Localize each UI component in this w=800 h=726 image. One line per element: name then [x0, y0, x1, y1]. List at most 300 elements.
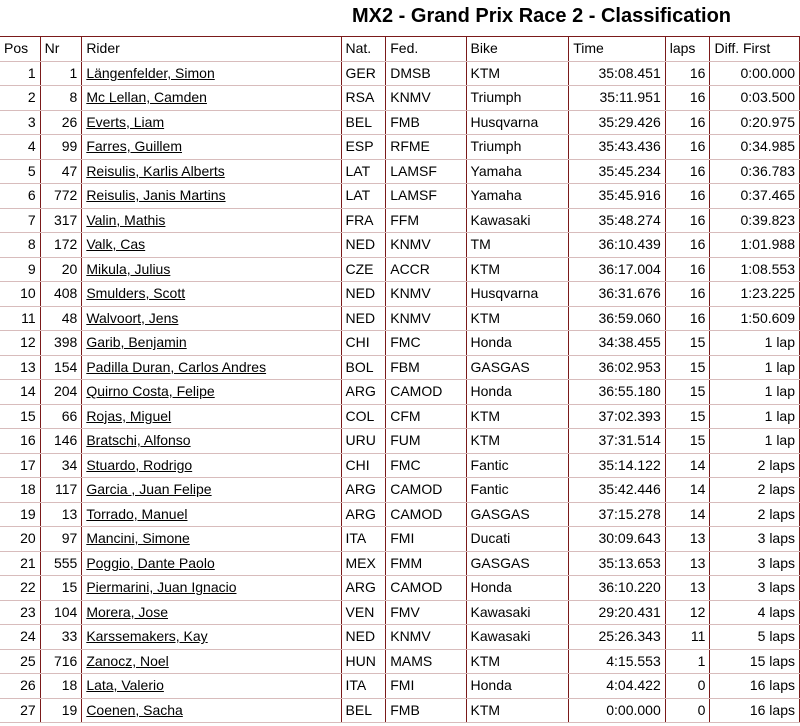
- row-time: 35:45.234: [569, 159, 666, 184]
- row-time: 35:48.274: [569, 208, 666, 233]
- row-nationality: NED: [341, 282, 386, 307]
- table-row: [0, 600, 800, 625]
- row-pos: 27: [0, 698, 40, 723]
- rider-link[interactable]: Valk, Cas: [86, 236, 146, 253]
- rider-link[interactable]: Rojas, Miguel: [86, 407, 172, 424]
- row-time: 30:09.643: [569, 527, 666, 552]
- row-laps: 16: [665, 208, 710, 233]
- row-nationality: VEN: [341, 600, 386, 625]
- row-diff-first: 3 laps: [710, 551, 800, 576]
- row-number: 26: [40, 110, 82, 135]
- row-rider-cell: [82, 380, 341, 405]
- column-header-rider: Rider: [82, 37, 341, 62]
- row-laps: 15: [665, 355, 710, 380]
- row-bike: Honda: [466, 576, 569, 601]
- row-bike: Triumph: [466, 135, 569, 160]
- row-nationality: GER: [341, 61, 386, 86]
- row-pos: 3: [0, 110, 40, 135]
- row-number: 1: [40, 61, 82, 86]
- row-diff-first: 1 lap: [710, 380, 800, 405]
- row-time: 35:14.122: [569, 453, 666, 478]
- rider-link[interactable]: Farres, Guillem: [86, 138, 182, 155]
- row-laps: 14: [665, 478, 710, 503]
- row-rider-cell: [82, 649, 341, 674]
- row-number: 48: [40, 306, 82, 331]
- row-laps: 16: [665, 282, 710, 307]
- row-nationality: BEL: [341, 698, 386, 723]
- row-federation: FMB: [386, 698, 466, 723]
- row-rider-cell: [82, 698, 341, 723]
- row-pos: 26: [0, 674, 40, 699]
- row-nationality: ARG: [341, 380, 386, 405]
- row-federation: CAMOD: [386, 502, 466, 527]
- row-rider-cell: [82, 184, 341, 209]
- row-number: 154: [40, 355, 82, 380]
- rider-link[interactable]: Zanocz, Noel: [86, 652, 169, 669]
- row-federation: CFM: [386, 404, 466, 429]
- row-federation: ACCR: [386, 257, 466, 282]
- row-time: 35:45.916: [569, 184, 666, 209]
- row-number: 772: [40, 184, 82, 209]
- rider-link[interactable]: Valin, Mathis: [86, 211, 166, 228]
- row-laps: 13: [665, 576, 710, 601]
- row-diff-first: 3 laps: [710, 576, 800, 601]
- row-nationality: NED: [341, 233, 386, 258]
- row-bike: Yamaha: [466, 159, 569, 184]
- row-laps: 15: [665, 331, 710, 356]
- row-nationality: NED: [341, 625, 386, 650]
- row-federation: FMI: [386, 527, 466, 552]
- row-pos: 10: [0, 282, 40, 307]
- rider-link[interactable]: Garcia , Juan Felipe: [86, 481, 212, 498]
- row-rider-cell: [82, 551, 341, 576]
- row-bike: KTM: [466, 649, 569, 674]
- row-pos: 2: [0, 86, 40, 111]
- row-number: 716: [40, 649, 82, 674]
- row-nationality: CZE: [341, 257, 386, 282]
- row-pos: 25: [0, 649, 40, 674]
- row-number: 317: [40, 208, 82, 233]
- table-row: [0, 208, 800, 233]
- row-number: 172: [40, 233, 82, 258]
- row-time: 36:02.953: [569, 355, 666, 380]
- row-diff-first: 1 lap: [710, 404, 800, 429]
- row-pos: 8: [0, 233, 40, 258]
- row-laps: 16: [665, 257, 710, 282]
- row-rider-cell: [82, 453, 341, 478]
- row-rider-cell: [82, 527, 341, 552]
- row-nationality: LAT: [341, 159, 386, 184]
- row-pos: 21: [0, 551, 40, 576]
- row-bike: GASGAS: [466, 502, 569, 527]
- row-number: 99: [40, 135, 82, 160]
- table-row: [0, 331, 800, 356]
- row-number: 66: [40, 404, 82, 429]
- row-federation: KNMV: [386, 306, 466, 331]
- row-pos: 14: [0, 380, 40, 405]
- table-row: [0, 625, 800, 650]
- row-pos: 4: [0, 135, 40, 160]
- row-laps: 16: [665, 135, 710, 160]
- row-pos: 16: [0, 429, 40, 454]
- row-federation: DMSB: [386, 61, 466, 86]
- rider-link[interactable]: Padilla Duran, Carlos Andres: [86, 358, 267, 375]
- row-rider-cell: [82, 257, 341, 282]
- row-laps: 16: [665, 233, 710, 258]
- table-row: [0, 233, 800, 258]
- row-diff-first: 1 lap: [710, 331, 800, 356]
- row-rider-cell: [82, 429, 341, 454]
- row-number: 555: [40, 551, 82, 576]
- row-nationality: LAT: [341, 184, 386, 209]
- table-row: [0, 86, 800, 111]
- rider-link[interactable]: Poggio, Dante Paolo: [86, 554, 215, 571]
- row-laps: 13: [665, 551, 710, 576]
- rider-link[interactable]: Stuardo, Rodrigo: [86, 456, 193, 473]
- row-pos: 18: [0, 478, 40, 503]
- row-diff-first: 0:39.823: [710, 208, 800, 233]
- table-row: [0, 429, 800, 454]
- row-laps: 13: [665, 527, 710, 552]
- row-pos: 9: [0, 257, 40, 282]
- row-nationality: ARG: [341, 478, 386, 503]
- row-time: 4:04.422: [569, 674, 666, 699]
- row-diff-first: 2 laps: [710, 478, 800, 503]
- row-pos: 12: [0, 331, 40, 356]
- row-nationality: CHI: [341, 453, 386, 478]
- row-nationality: ESP: [341, 135, 386, 160]
- row-federation: FMV: [386, 600, 466, 625]
- row-nationality: ARG: [341, 502, 386, 527]
- column-header-nr: Nr: [40, 37, 82, 62]
- row-rider-cell: [82, 86, 341, 111]
- row-number: 13: [40, 502, 82, 527]
- table-row: [0, 404, 800, 429]
- row-nationality: COL: [341, 404, 386, 429]
- row-bike: Husqvarna: [466, 282, 569, 307]
- row-time: 36:55.180: [569, 380, 666, 405]
- row-rider-cell: [82, 110, 341, 135]
- row-nationality: MEX: [341, 551, 386, 576]
- row-number: 97: [40, 527, 82, 552]
- row-time: 35:29.426: [569, 110, 666, 135]
- page-header: [0, 0, 800, 36]
- row-pos: 6: [0, 184, 40, 209]
- row-time: 29:20.431: [569, 600, 666, 625]
- row-time: 36:10.439: [569, 233, 666, 258]
- row-diff-first: 3 laps: [710, 527, 800, 552]
- row-diff-first: 16 laps: [710, 698, 800, 723]
- row-rider-cell: [82, 576, 341, 601]
- table-row: [0, 478, 800, 503]
- table-row: [0, 110, 800, 135]
- row-number: 398: [40, 331, 82, 356]
- row-rider-cell: [82, 159, 341, 184]
- row-federation: FFM: [386, 208, 466, 233]
- row-nationality: BOL: [341, 355, 386, 380]
- row-diff-first: 16 laps: [710, 674, 800, 699]
- rider-link[interactable]: Smulders, Scott: [86, 285, 186, 302]
- row-time: 35:11.951: [569, 86, 666, 111]
- table-row: [0, 698, 800, 723]
- row-number: 117: [40, 478, 82, 503]
- row-diff-first: 2 laps: [710, 502, 800, 527]
- column-header-nat: Nat.: [341, 37, 386, 62]
- row-diff-first: 0:36.783: [710, 159, 800, 184]
- rider-link[interactable]: Coenen, Sacha: [86, 701, 183, 718]
- row-time: 35:08.451: [569, 61, 666, 86]
- row-nationality: ARG: [341, 576, 386, 601]
- row-diff-first: 0:00.000: [710, 61, 800, 86]
- row-federation: FUM: [386, 429, 466, 454]
- row-bike: GASGAS: [466, 355, 569, 380]
- row-pos: 13: [0, 355, 40, 380]
- row-pos: 23: [0, 600, 40, 625]
- row-laps: 12: [665, 600, 710, 625]
- row-diff-first: 1 lap: [710, 429, 800, 454]
- row-time: 35:42.446: [569, 478, 666, 503]
- table-row: [0, 649, 800, 674]
- table-row: [0, 527, 800, 552]
- row-nationality: CHI: [341, 331, 386, 356]
- row-time: 4:15.553: [569, 649, 666, 674]
- table-row: [0, 61, 800, 86]
- rider-link[interactable]: Mancini, Simone: [86, 530, 190, 547]
- row-bike: Honda: [466, 380, 569, 405]
- rider-link[interactable]: Karssemakers, Kay: [86, 628, 208, 645]
- row-rider-cell: [82, 625, 341, 650]
- rider-link[interactable]: Lata, Valerio: [86, 677, 164, 694]
- row-bike: Honda: [466, 674, 569, 699]
- rider-link[interactable]: Garib, Benjamin: [86, 334, 187, 351]
- rider-link[interactable]: Everts, Liam: [86, 113, 165, 130]
- row-bike: Husqvarna: [466, 110, 569, 135]
- table-body: [0, 61, 800, 723]
- row-nationality: HUN: [341, 649, 386, 674]
- rider-link[interactable]: Reisulis, Karlis Alberts: [86, 162, 225, 179]
- row-number: 146: [40, 429, 82, 454]
- row-laps: 16: [665, 110, 710, 135]
- row-federation: FMB: [386, 110, 466, 135]
- row-rider-cell: [82, 355, 341, 380]
- rider-link[interactable]: Mikula, Julius: [86, 260, 171, 277]
- row-number: 20: [40, 257, 82, 282]
- row-diff-first: 1 lap: [710, 355, 800, 380]
- row-rider-cell: [82, 674, 341, 699]
- row-number: 408: [40, 282, 82, 307]
- row-time: 37:15.278: [569, 502, 666, 527]
- row-laps: 16: [665, 184, 710, 209]
- rider-link[interactable]: Reisulis, Janis Martins: [86, 187, 226, 204]
- page-title: MX2 - Grand Prix Race 2 - Classification: [352, 5, 732, 27]
- rider-link[interactable]: Torrado, Manuel: [86, 505, 188, 522]
- row-diff-first: 0:37.465: [710, 184, 800, 209]
- row-laps: 0: [665, 698, 710, 723]
- row-rider-cell: [82, 331, 341, 356]
- row-pos: 7: [0, 208, 40, 233]
- row-federation: CAMOD: [386, 478, 466, 503]
- row-laps: 16: [665, 61, 710, 86]
- row-time: 35:13.653: [569, 551, 666, 576]
- table-header-row: [0, 37, 800, 62]
- row-diff-first: 4 laps: [710, 600, 800, 625]
- row-number: 18: [40, 674, 82, 699]
- row-diff-first: 2 laps: [710, 453, 800, 478]
- table-row: [0, 135, 800, 160]
- column-header-laps: laps: [665, 37, 710, 62]
- rider-link[interactable]: Quirno Costa, Felipe: [86, 383, 215, 400]
- row-pos: 17: [0, 453, 40, 478]
- row-diff-first: 15 laps: [710, 649, 800, 674]
- row-number: 104: [40, 600, 82, 625]
- column-header-diff: Diff. First: [710, 37, 800, 62]
- row-federation: RFME: [386, 135, 466, 160]
- row-rider-cell: [82, 61, 341, 86]
- row-rider-cell: [82, 282, 341, 307]
- row-laps: 16: [665, 86, 710, 111]
- row-diff-first: 5 laps: [710, 625, 800, 650]
- row-pos: 1: [0, 61, 40, 86]
- row-pos: 5: [0, 159, 40, 184]
- row-rider-cell: [82, 478, 341, 503]
- row-bike: Kawasaki: [466, 625, 569, 650]
- row-time: 35:43.436: [569, 135, 666, 160]
- row-time: 34:38.455: [569, 331, 666, 356]
- rider-link[interactable]: Morera, Jose: [86, 603, 169, 620]
- row-diff-first: 1:50.609: [710, 306, 800, 331]
- row-laps: 14: [665, 453, 710, 478]
- row-bike: KTM: [466, 698, 569, 723]
- row-federation: KNMV: [386, 233, 466, 258]
- row-number: 33: [40, 625, 82, 650]
- row-pos: 22: [0, 576, 40, 601]
- column-header-time: Time: [569, 37, 666, 62]
- column-header-fed: Fed.: [386, 37, 466, 62]
- row-bike: Kawasaki: [466, 600, 569, 625]
- row-pos: 19: [0, 502, 40, 527]
- row-bike: KTM: [466, 429, 569, 454]
- table-row: [0, 576, 800, 601]
- row-diff-first: 0:03.500: [710, 86, 800, 111]
- row-bike: Fantic: [466, 478, 569, 503]
- row-rider-cell: [82, 306, 341, 331]
- classification-table: [0, 36, 800, 723]
- row-nationality: NED: [341, 306, 386, 331]
- row-federation: MAMS: [386, 649, 466, 674]
- row-number: 8: [40, 86, 82, 111]
- row-rider-cell: [82, 208, 341, 233]
- table-row: [0, 184, 800, 209]
- row-diff-first: 0:20.975: [710, 110, 800, 135]
- row-pos: 15: [0, 404, 40, 429]
- row-bike: KTM: [466, 306, 569, 331]
- row-rider-cell: [82, 404, 341, 429]
- row-nationality: ITA: [341, 527, 386, 552]
- table-row: [0, 551, 800, 576]
- row-federation: FMC: [386, 453, 466, 478]
- row-number: 19: [40, 698, 82, 723]
- row-number: 34: [40, 453, 82, 478]
- row-federation: KNMV: [386, 282, 466, 307]
- row-diff-first: 0:34.985: [710, 135, 800, 160]
- rider-link[interactable]: Mc Lellan, Camden: [86, 89, 207, 106]
- row-time: 37:02.393: [569, 404, 666, 429]
- rider-link[interactable]: Bratschi, Alfonso: [86, 432, 191, 449]
- row-bike: TM: [466, 233, 569, 258]
- row-laps: 15: [665, 380, 710, 405]
- row-pos: 20: [0, 527, 40, 552]
- row-federation: FMM: [386, 551, 466, 576]
- table-row: [0, 502, 800, 527]
- row-federation: KNMV: [386, 625, 466, 650]
- row-diff-first: 1:01.988: [710, 233, 800, 258]
- table-row: [0, 257, 800, 282]
- row-number: 47: [40, 159, 82, 184]
- row-bike: Fantic: [466, 453, 569, 478]
- row-rider-cell: [82, 233, 341, 258]
- table-row: [0, 453, 800, 478]
- row-number: 204: [40, 380, 82, 405]
- table-row: [0, 355, 800, 380]
- table-row: [0, 306, 800, 331]
- row-number: 15: [40, 576, 82, 601]
- row-federation: CAMOD: [386, 380, 466, 405]
- table-row: [0, 282, 800, 307]
- table-row: [0, 674, 800, 699]
- row-federation: LAMSF: [386, 184, 466, 209]
- row-nationality: BEL: [341, 110, 386, 135]
- table-row: [0, 159, 800, 184]
- row-bike: Ducati: [466, 527, 569, 552]
- row-diff-first: 1:08.553: [710, 257, 800, 282]
- row-laps: 0: [665, 674, 710, 699]
- row-bike: Yamaha: [466, 184, 569, 209]
- row-laps: 11: [665, 625, 710, 650]
- row-federation: FMI: [386, 674, 466, 699]
- row-time: 36:17.004: [569, 257, 666, 282]
- column-header-pos: Pos: [0, 37, 40, 62]
- row-bike: Kawasaki: [466, 208, 569, 233]
- row-time: 37:31.514: [569, 429, 666, 454]
- row-bike: KTM: [466, 404, 569, 429]
- row-bike: KTM: [466, 257, 569, 282]
- row-laps: 16: [665, 159, 710, 184]
- rider-link[interactable]: Piermarini, Juan Ignacio: [86, 579, 237, 596]
- row-pos: 11: [0, 306, 40, 331]
- row-pos: 24: [0, 625, 40, 650]
- row-diff-first: 1:23.225: [710, 282, 800, 307]
- row-nationality: RSA: [341, 86, 386, 111]
- column-header-bike: Bike: [466, 37, 569, 62]
- row-rider-cell: [82, 135, 341, 160]
- row-nationality: URU: [341, 429, 386, 454]
- row-federation: FMC: [386, 331, 466, 356]
- row-federation: KNMV: [386, 86, 466, 111]
- row-laps: 16: [665, 306, 710, 331]
- rider-link[interactable]: Walvoort, Jens: [86, 309, 179, 326]
- row-bike: Honda: [466, 331, 569, 356]
- rider-link[interactable]: Längenfelder, Simon: [86, 64, 215, 81]
- row-laps: 1: [665, 649, 710, 674]
- row-bike: GASGAS: [466, 551, 569, 576]
- row-laps: 15: [665, 404, 710, 429]
- row-bike: KTM: [466, 61, 569, 86]
- row-nationality: ITA: [341, 674, 386, 699]
- row-bike: Triumph: [466, 86, 569, 111]
- row-rider-cell: [82, 600, 341, 625]
- row-laps: 15: [665, 429, 710, 454]
- row-time: 36:10.220: [569, 576, 666, 601]
